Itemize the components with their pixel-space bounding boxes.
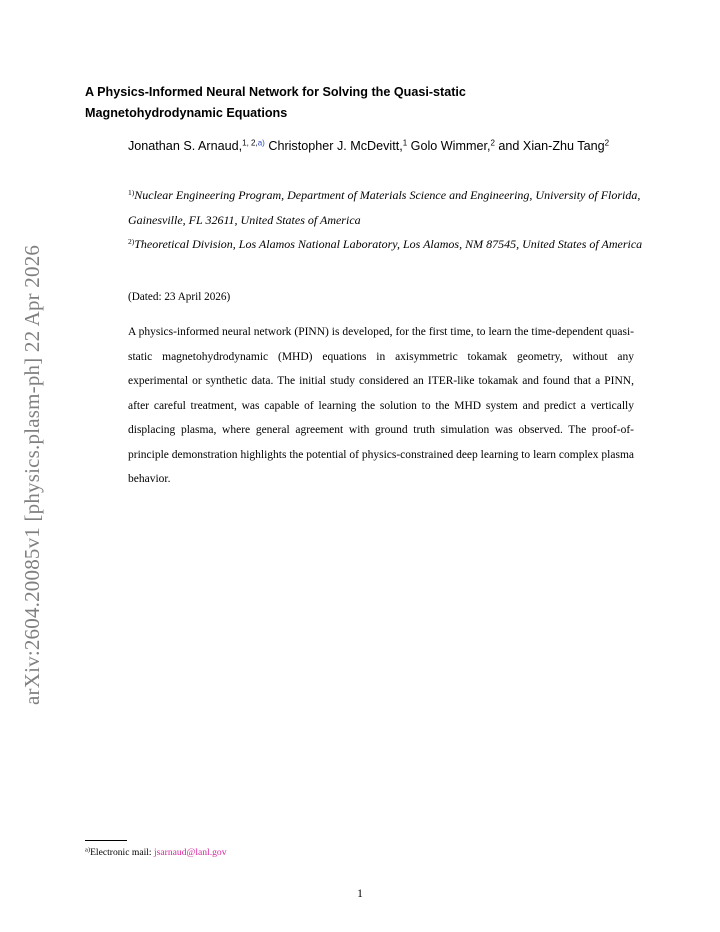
paper-title: A Physics-Informed Neural Network for Solving the Quasi-static Magnetohydrodynamic Equations: [85, 85, 466, 120]
author-affiliation-marker: 2: [604, 138, 610, 148]
author-affiliation-marker: 1, 2,a): [242, 138, 265, 148]
author-affiliation-marker: 2: [490, 138, 495, 148]
author-name: Christopher J. McDevitt,: [268, 139, 403, 153]
affiliation-list: [128, 183, 648, 257]
affiliation-item: $^{2)}$Theoretical Division, Los Alamos National Laboratory, Los Alamos, NM 87545, United States of America: [128, 236, 643, 251]
footnote-divider: [85, 840, 127, 841]
author-affiliation-marker: 1: [402, 138, 408, 148]
footnote: $^{a)}$Electronic mail: jsarnaud@lanl.gov: [85, 846, 227, 858]
page-number: 1: [357, 888, 363, 900]
date-line: (Dated: 23 April 2026): [128, 291, 231, 303]
footnote-link[interactable]: a): [257, 138, 265, 148]
email-link[interactable]: jsarnaud@lanl.gov: [154, 847, 227, 858]
author-list: Jonathan S. Arnaud,$^{1, 2,a)}$ Christopher J. McDevitt,$^1$ Golo Wimmer,$^2$ and Xian-Zhu Tang$^2$: [128, 138, 610, 153]
author-name: Xian-Zhu Tang: [522, 139, 605, 153]
arxiv-identifier-stamp: arXiv:2604.20085v1 [physics.plasm-ph] 22 Apr 2026: [20, 244, 44, 705]
abstract-text: A physics-informed neural network (PINN) is developed, for the first time, to learn the time-dependent quasi-static magnetohydrodynamic (MHD) equations in axisymmetric tokamak geometry, without any experimental or synthetic data. The initial study considered an ITER-like tokamak and found that a PINN, after careful treatment, was capable of learning the solution to the MHD system and predict a vertically displacing plasma, where general agreement with ground truth simulation was observed. The proof-of-principle demonstration highlights the potential of physics-constrained deep learning to learn complex plasma behavior.: [128, 326, 634, 485]
author-name: Golo Wimmer,: [410, 139, 491, 153]
affiliation-item: $^{1)}$Nuclear Engineering Program, Department of Materials Science and Engineering, University of Florida, Gainesville, FL 32611, United States of America: [128, 187, 641, 227]
author-name: Jonathan S. Arnaud,: [128, 139, 243, 153]
